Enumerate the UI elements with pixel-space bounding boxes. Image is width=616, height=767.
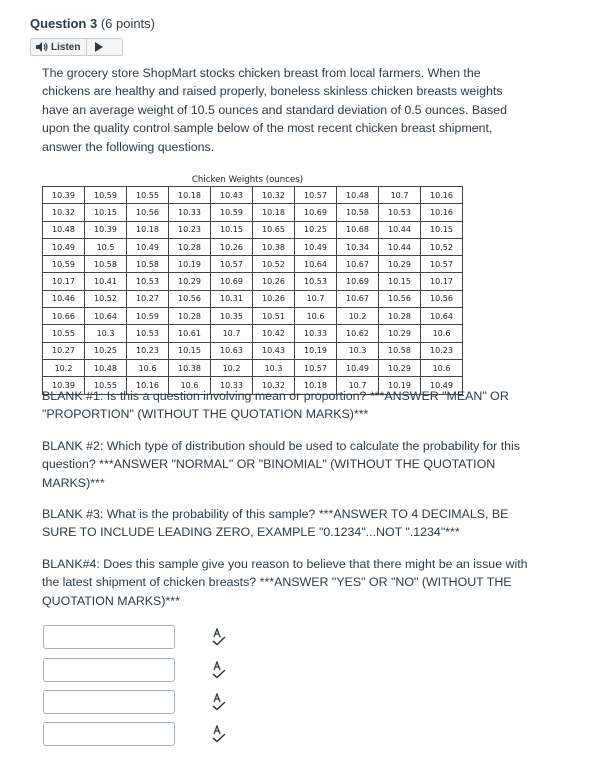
- table-row: [43, 308, 463, 325]
- table-cell: 10.17: [421, 273, 463, 290]
- answer-row-3: [43, 689, 227, 715]
- table-cell: 10.23: [127, 342, 169, 359]
- table-cell: 10.3: [337, 342, 379, 359]
- table-cell: 10.57: [421, 256, 463, 273]
- question-prompt: The grocery store ShopMart stocks chicken breast from local farmers. When the chickens are healthy and raised properly, boneless skinless chicken breasts weights have an average weight of 10.5 ounces and standard deviation of 0.5 ounces. Based upon the quality control sample below of the most recent chicken breast shipment, answer the following questions.: [42, 66, 507, 154]
- table-cell: 10.63: [211, 342, 253, 359]
- table-cell: 10.28: [169, 308, 211, 325]
- table-row: [43, 290, 463, 307]
- table-cell: 10.64: [295, 256, 337, 273]
- table-cell: 10.48: [43, 221, 85, 238]
- table-cell: 10.19: [379, 377, 421, 394]
- table-cell: 10.49: [337, 359, 379, 376]
- table-cell: 10.39: [43, 377, 85, 394]
- table-row: [43, 273, 463, 290]
- table-cell: 10.33: [295, 325, 337, 342]
- answer-input-4[interactable]: [43, 722, 175, 746]
- table-cell: 10.49: [43, 238, 85, 255]
- table-cell: 10.56: [127, 204, 169, 221]
- table-cell: 10.52: [85, 290, 127, 307]
- table-cell: 10.46: [43, 290, 85, 307]
- table-caption: Chicken Weights (ounces): [191, 175, 304, 185]
- answer-input-1[interactable]: [43, 625, 175, 649]
- table-cell: 10.43: [211, 187, 253, 204]
- table-cell: 10.26: [211, 238, 253, 255]
- blank-3-text: BLANK #3: What is the probability of this sample? ***ANSWER TO 4 DECIMALS, BE SURE TO INCLUDE LEADING ZERO, EXAMPLE "0.1234"...NOT ".1234"***: [42, 507, 509, 540]
- table-cell: 10.16: [421, 187, 463, 204]
- table-cell: 10.69: [295, 204, 337, 221]
- answer-input-3[interactable]: [43, 690, 175, 714]
- table-cell: 10.48: [337, 187, 379, 204]
- table-cell: 10.18: [127, 221, 169, 238]
- table-cell: 10.2: [43, 359, 85, 376]
- table-cell: 10.39: [85, 221, 127, 238]
- blank-2-text: BLANK #2: Which type of distribution should be used to calculate the probability for this question? ***ANSWER "NORMAL" OR "BINOMIAL" (WITHOUT THE QUOTATION MARKS)***: [42, 439, 520, 490]
- table-cell: 10.39: [43, 187, 85, 204]
- table-row: [43, 187, 463, 204]
- table-cell: 10.53: [127, 273, 169, 290]
- table-cell: 10.15: [169, 342, 211, 359]
- table-cell: 10.53: [295, 273, 337, 290]
- table-cell: 10.59: [211, 204, 253, 221]
- table-cell: 10.59: [127, 308, 169, 325]
- table-cell: 10.6: [421, 325, 463, 342]
- answer-row-1: [43, 624, 227, 650]
- table-cell: 10.15: [421, 221, 463, 238]
- table-cell: 10.16: [127, 377, 169, 394]
- blank-1-text: BLANK #1: Is this a question involving mean or proportion? ***ANSWER "MEAN" OR "PROPORTION" (WITHOUT THE QUOTATION MARKS)***: [42, 389, 509, 422]
- table-row: [43, 325, 463, 342]
- table-cell: 10.3: [85, 325, 127, 342]
- table-cell: 10.57: [211, 256, 253, 273]
- table-cell: 10.29: [169, 273, 211, 290]
- table-cell: 10.6: [295, 308, 337, 325]
- listen-label: Listen: [51, 41, 81, 53]
- table-cell: 10.61: [169, 325, 211, 342]
- table-cell: 10.49: [421, 377, 463, 394]
- table-cell: 10.33: [169, 204, 211, 221]
- table-cell: 10.55: [43, 325, 85, 342]
- table-row: [43, 256, 463, 273]
- table-cell: 10.67: [337, 256, 379, 273]
- table-cell: 10.18: [295, 377, 337, 394]
- table-cell: 10.58: [127, 256, 169, 273]
- table-cell: 10.55: [85, 377, 127, 394]
- table-cell: 10.53: [379, 204, 421, 221]
- play-icon[interactable]: [95, 42, 103, 52]
- table-cell: 10.18: [169, 187, 211, 204]
- table-row: [43, 359, 463, 376]
- spellcheck-icon[interactable]: [211, 693, 227, 711]
- table-cell: 10.25: [85, 342, 127, 359]
- table-cell: 10.29: [379, 325, 421, 342]
- table-cell: 10.51: [253, 308, 295, 325]
- table-cell: 10.6: [169, 377, 211, 394]
- table-cell: 10.3: [253, 359, 295, 376]
- table-cell: 10.32: [253, 377, 295, 394]
- table-cell: 10.48: [85, 359, 127, 376]
- table-cell: 10.28: [379, 308, 421, 325]
- table-cell: 10.57: [295, 187, 337, 204]
- table-cell: 10.65: [253, 221, 295, 238]
- table-cell: 10.6: [421, 359, 463, 376]
- table-cell: 10.26: [253, 290, 295, 307]
- table-cell: 10.2: [211, 359, 253, 376]
- table-cell: 10.16: [421, 204, 463, 221]
- table-cell: 10.15: [379, 273, 421, 290]
- table-cell: 10.27: [43, 342, 85, 359]
- table-cell: 10.38: [169, 359, 211, 376]
- table-cell: 10.7: [337, 377, 379, 394]
- table-cell: 10.44: [379, 238, 421, 255]
- table-cell: 10.32: [43, 204, 85, 221]
- table-cell: 10.64: [421, 308, 463, 325]
- table-cell: 10.56: [379, 290, 421, 307]
- table-cell: 10.15: [85, 204, 127, 221]
- table-cell: 10.29: [379, 256, 421, 273]
- table-cell: 10.18: [253, 204, 295, 221]
- table-cell: 10.58: [379, 342, 421, 359]
- table-cell: 10.28: [169, 238, 211, 255]
- table-cell: 10.57: [295, 359, 337, 376]
- table-cell: 10.64: [85, 308, 127, 325]
- answer-input-2[interactable]: [43, 658, 175, 682]
- weights-table-container: [42, 174, 463, 395]
- table-cell: 10.34: [337, 238, 379, 255]
- spellcheck-icon[interactable]: [211, 661, 227, 679]
- table-cell: 10.32: [253, 187, 295, 204]
- table-cell: 10.58: [85, 256, 127, 273]
- table-cell: 10.42: [253, 325, 295, 342]
- table-cell: 10.49: [295, 238, 337, 255]
- table-cell: 10.69: [337, 273, 379, 290]
- table-cell: 10.15: [211, 221, 253, 238]
- table-cell: 10.66: [43, 308, 85, 325]
- table-cell: 10.27: [127, 290, 169, 307]
- table-cell: 10.17: [43, 273, 85, 290]
- question-header: [30, 16, 155, 31]
- listen-label-group[interactable]: [31, 39, 87, 55]
- table-cell: 10.7: [379, 187, 421, 204]
- table-cell: 10.62: [337, 325, 379, 342]
- table-cell: 10.5: [85, 238, 127, 255]
- table-cell: 10.59: [85, 187, 127, 204]
- speaker-icon: [36, 42, 48, 52]
- answer-row-4: [43, 721, 227, 747]
- table-cell: 10.19: [169, 256, 211, 273]
- table-cell: 10.43: [253, 342, 295, 359]
- table-cell: 10.7: [211, 325, 253, 342]
- table-cell: 10.67: [337, 290, 379, 307]
- table-cell: 10.52: [421, 238, 463, 255]
- table-cell: 10.41: [85, 273, 127, 290]
- table-cell: 10.68: [337, 221, 379, 238]
- listen-button[interactable]: [30, 38, 123, 56]
- table-cell: 10.23: [421, 342, 463, 359]
- table-row: [43, 221, 463, 238]
- question-points: (6 points): [100, 16, 156, 31]
- table-cell: 10.31: [211, 290, 253, 307]
- table-row: [43, 204, 463, 221]
- table-cell: 10.33: [211, 377, 253, 394]
- answer-row-2: [43, 657, 227, 683]
- table-cell: 10.25: [295, 221, 337, 238]
- weights-table: [42, 186, 463, 395]
- table-cell: 10.7: [295, 290, 337, 307]
- table-row: [43, 342, 463, 359]
- table-cell: 10.44: [379, 221, 421, 238]
- table-cell: 10.69: [211, 273, 253, 290]
- table-cell: 10.58: [337, 204, 379, 221]
- table-cell: 10.49: [127, 238, 169, 255]
- blank-4-text: BLANK#4: Does this sample give you reason to believe that there might be an issue with the latest shipment of chicken breasts? ***ANSWER "YES" OR "NO" (WITHOUT THE QUOTATION MARKS)***: [42, 557, 528, 608]
- table-cell: 10.59: [43, 256, 85, 273]
- table-cell: 10.56: [169, 290, 211, 307]
- spellcheck-icon[interactable]: [211, 628, 227, 646]
- table-cell: 10.19: [295, 342, 337, 359]
- table-cell: 10.55: [127, 187, 169, 204]
- table-cell: 10.56: [421, 290, 463, 307]
- table-cell: 10.26: [253, 273, 295, 290]
- table-cell: 10.52: [253, 256, 295, 273]
- table-cell: 10.53: [127, 325, 169, 342]
- question-title: Question 3: [30, 16, 98, 31]
- table-cell: 10.23: [169, 221, 211, 238]
- table-cell: 10.2: [337, 308, 379, 325]
- table-cell: 10.35: [211, 308, 253, 325]
- spellcheck-icon[interactable]: [211, 725, 227, 743]
- table-cell: 10.38: [253, 238, 295, 255]
- table-row: [43, 238, 463, 255]
- table-cell: 10.29: [379, 359, 421, 376]
- table-cell: 10.6: [127, 359, 169, 376]
